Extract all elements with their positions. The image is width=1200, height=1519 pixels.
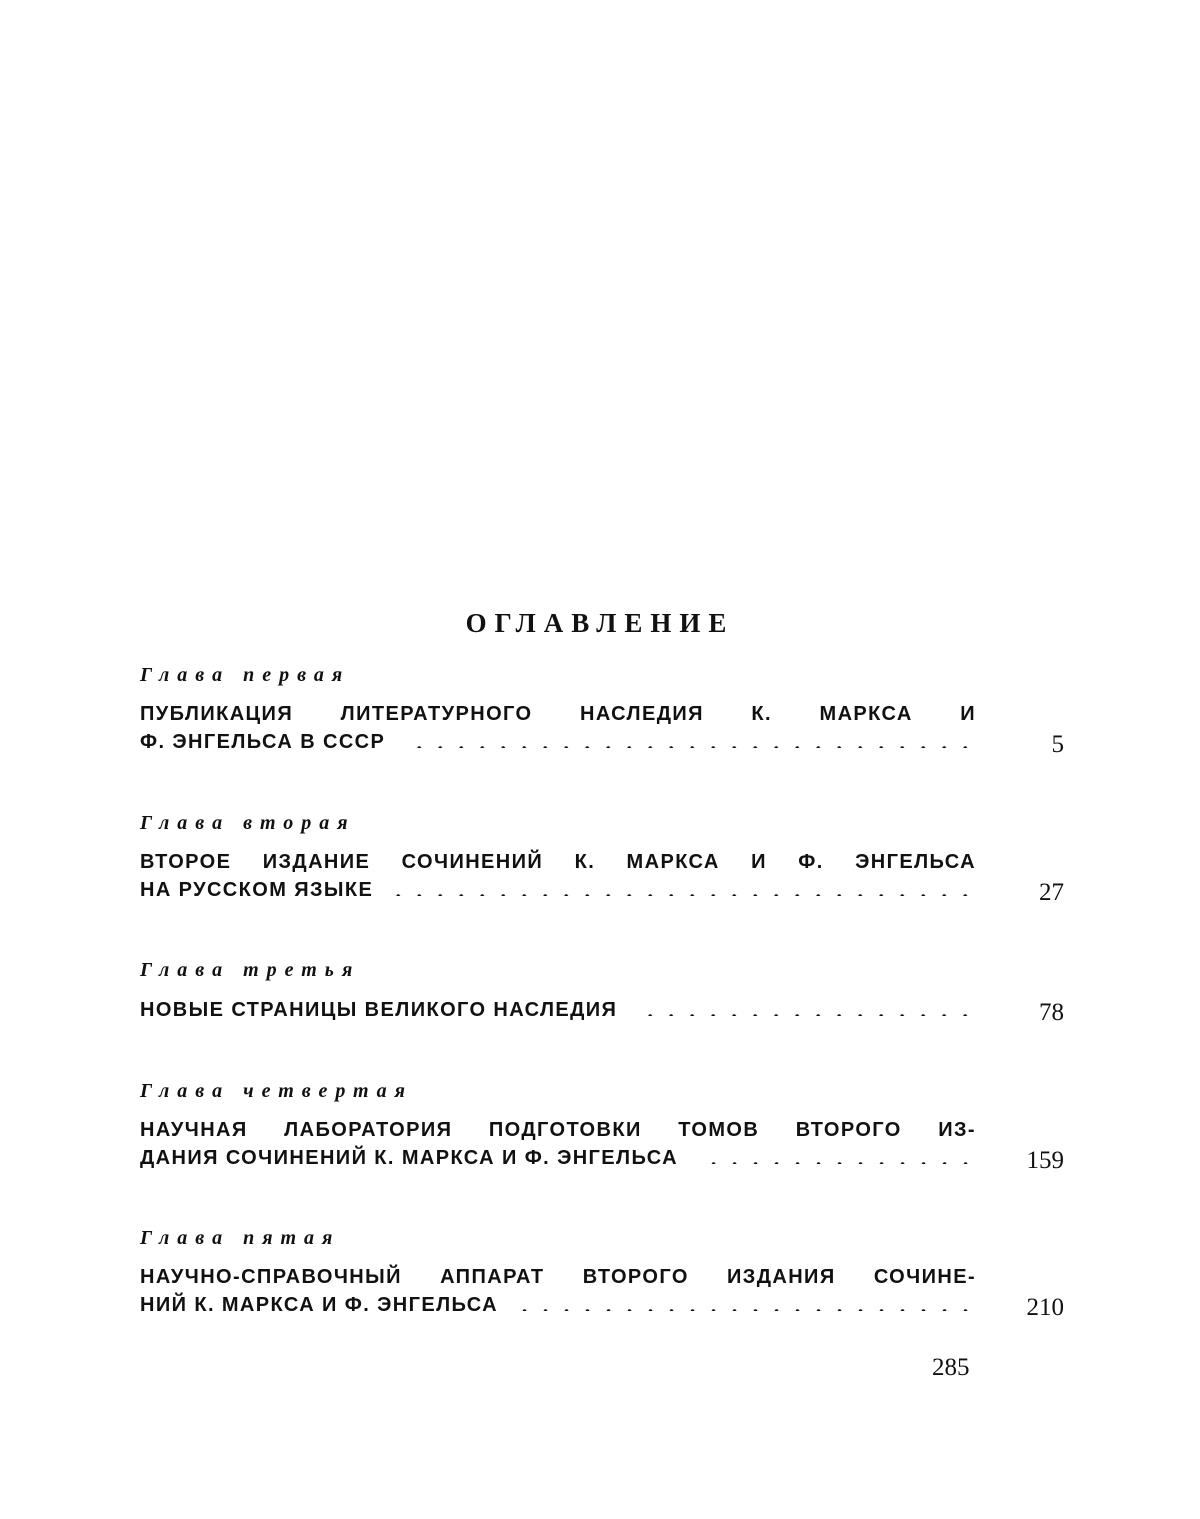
toc-chapter-5	[140, 1225, 1064, 1319]
page-number: 159	[1026, 1147, 1064, 1174]
page-number: 27	[1039, 879, 1064, 906]
dot-leader	[516, 1291, 976, 1311]
toc-entry[interactable]	[140, 701, 1064, 756]
entry-title-last-line	[140, 728, 976, 756]
toc-title: ОГЛАВЛЕНИЕ	[465, 608, 735, 638]
chapter-label: Глава четвертая	[140, 1080, 413, 1102]
chapter-label: Глава пятая	[140, 1227, 341, 1249]
dot-leader	[403, 728, 976, 748]
entry-title-line: ПУБЛИКАЦИЯ ЛИТЕРАТУРНОГО НАСЛЕДИЯ К. МАРКСА И	[140, 703, 976, 725]
page-number: 5	[1051, 731, 1064, 758]
toc-chapter-1	[140, 662, 1064, 756]
dot-leader	[696, 1144, 976, 1164]
chapter-label: Глава вторая	[140, 812, 356, 834]
chapter-label: Глава первая	[140, 664, 351, 686]
toc-entry[interactable]	[140, 996, 1064, 1024]
dot-leader	[635, 996, 976, 1016]
folio-page-number: 285	[932, 1354, 970, 1381]
entry-title-last-line	[140, 876, 976, 904]
entry-title-line: ВТОРОЕ ИЗДАНИЕ СОЧИНЕНИЙ К. МАРКСА И Ф. ЭНГЕЛЬСА	[140, 851, 976, 873]
toc-chapter-2	[140, 810, 1064, 904]
page-number: 210	[1026, 1294, 1064, 1321]
entry-title-line: НИЙ К. МАРКСА И Ф. ЭНГЕЛЬСА	[140, 1294, 498, 1316]
dot-leader	[391, 876, 976, 896]
toc-entry[interactable]	[140, 1264, 1064, 1319]
entry-title-line: НАУЧНО-СПРАВОЧНЫЙ АППАРАТ ВТОРОГО ИЗДАНИЯ СОЧИНЕ-	[140, 1266, 976, 1288]
entry-title-last-line	[140, 1291, 976, 1319]
entry-title-line: НОВЫЕ СТРАНИЦЫ ВЕЛИКОГО НАСЛЕДИЯ	[140, 999, 618, 1021]
toc-chapter-4	[140, 1078, 1064, 1172]
chapter-label: Глава третья	[140, 959, 361, 981]
toc-chapter-3	[140, 957, 1064, 1024]
entry-title-last-line	[140, 1144, 976, 1172]
entry-title-line: Ф. ЭНГЕЛЬСА В СССР	[140, 731, 386, 753]
entry-title-line: НА РУССКОМ ЯЗЫКЕ	[140, 879, 374, 901]
entry-title-line: ДАНИЯ СОЧИНЕНИЙ К. МАРКСА И Ф. ЭНГЕЛЬСА	[140, 1147, 678, 1169]
entry-title-line: НАУЧНАЯ ЛАБОРАТОРИЯ ПОДГОТОВКИ ТОМОВ ВТОРОГО ИЗ-	[140, 1119, 976, 1141]
entry-title-last-line	[140, 996, 976, 1024]
page-number: 78	[1039, 999, 1064, 1026]
toc-entry[interactable]	[140, 1117, 1064, 1172]
toc-entry[interactable]	[140, 849, 1064, 904]
